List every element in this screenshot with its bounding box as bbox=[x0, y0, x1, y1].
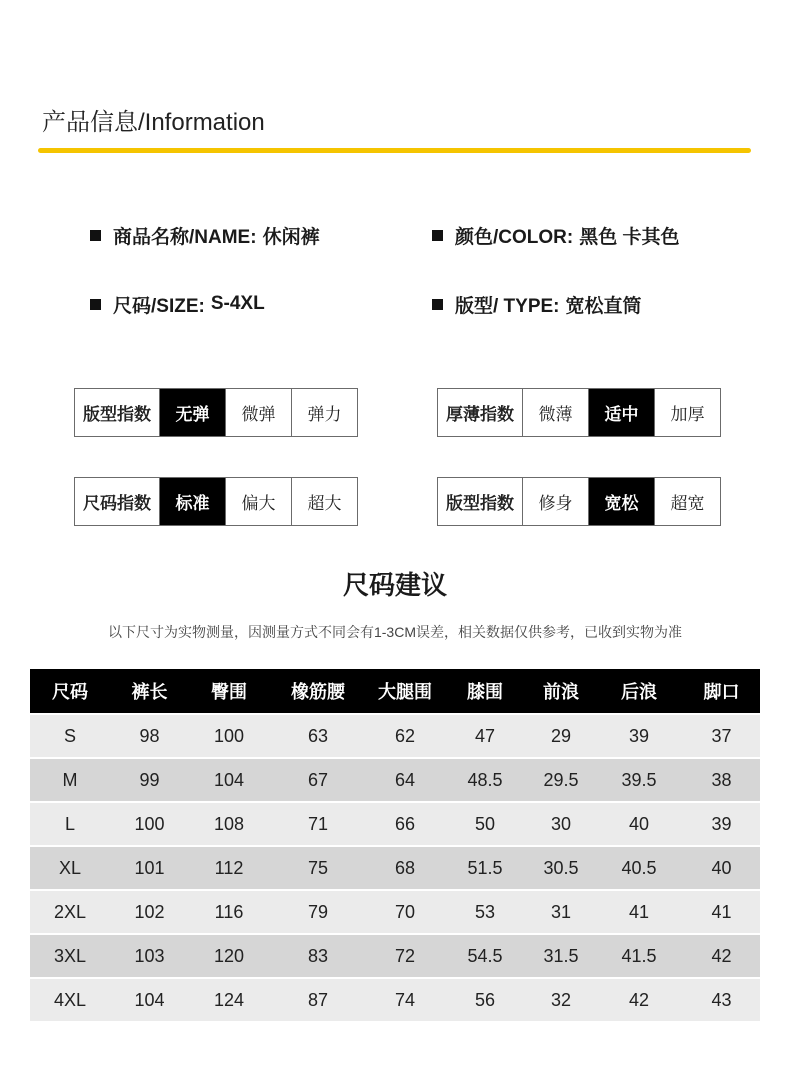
index-option: 超宽 bbox=[654, 478, 720, 525]
table-cell: 56 bbox=[474, 989, 496, 1010]
table-cell: 41 bbox=[628, 901, 650, 922]
table-cell: 50 bbox=[474, 813, 496, 834]
table-row bbox=[30, 803, 760, 845]
table-cell: 48.5 bbox=[467, 769, 503, 790]
index-label: 尺码指数 bbox=[83, 494, 151, 513]
table-cell: 87 bbox=[307, 989, 329, 1010]
table-cell: 39.5 bbox=[621, 769, 657, 790]
table-cell: 98 bbox=[139, 725, 160, 746]
table-cell: 54.5 bbox=[467, 945, 503, 966]
table-header-cell: 前浪 bbox=[543, 682, 579, 702]
table-cell: 116 bbox=[214, 901, 244, 922]
square-bullet-icon bbox=[90, 230, 101, 241]
info-item-type bbox=[432, 292, 642, 316]
table-cell: 99 bbox=[139, 769, 160, 790]
table-cell: 63 bbox=[307, 725, 329, 746]
table-cell: 38 bbox=[711, 769, 732, 790]
size-cell: XL bbox=[58, 857, 82, 878]
table-header-cell: 后浪 bbox=[621, 682, 657, 702]
table-cell: 47 bbox=[474, 725, 496, 746]
index-option: 无弹 bbox=[159, 389, 225, 436]
info-value: S-4XL bbox=[210, 293, 265, 314]
table-cell: 68 bbox=[394, 857, 416, 878]
table-cell: 104 bbox=[134, 989, 165, 1010]
info-label: 颜色/COLOR: bbox=[455, 226, 574, 248]
table-row bbox=[30, 715, 760, 757]
square-bullet-icon bbox=[432, 299, 443, 310]
table-cell: 29.5 bbox=[543, 769, 579, 790]
table-cell: 83 bbox=[307, 945, 329, 966]
table-cell: 71 bbox=[307, 813, 329, 834]
index-option: 适中 bbox=[588, 389, 654, 436]
index-option: 微薄 bbox=[522, 389, 588, 436]
info-label: 商品名称/NAME: bbox=[113, 226, 257, 248]
table-cell: 29 bbox=[550, 725, 572, 746]
table-cell: 74 bbox=[394, 989, 416, 1010]
table-row bbox=[30, 891, 760, 933]
table-cell: 31 bbox=[550, 901, 572, 922]
index-label: 版型指数 bbox=[446, 494, 514, 513]
table-header-cell: 裤长 bbox=[131, 682, 168, 702]
size-cell: L bbox=[64, 813, 75, 834]
table-cell: 62 bbox=[394, 725, 416, 746]
table-cell: 41 bbox=[711, 901, 732, 922]
size-table bbox=[30, 669, 760, 1021]
table-cell: 120 bbox=[213, 945, 245, 966]
table-header-cell: 脚口 bbox=[703, 682, 740, 702]
table-cell: 41.5 bbox=[621, 945, 657, 966]
table-header-cell: 尺码 bbox=[52, 682, 88, 702]
table-cell: 100 bbox=[134, 813, 165, 834]
size-cell: 2XL bbox=[53, 901, 87, 922]
size-cell: S bbox=[63, 725, 76, 746]
info-item-size bbox=[90, 292, 265, 316]
index-box-stretch bbox=[74, 388, 358, 437]
index-option: 弹力 bbox=[291, 389, 357, 436]
table-cell: 104 bbox=[213, 769, 245, 790]
table-cell: 37 bbox=[711, 725, 732, 746]
table-cell: 51.5 bbox=[467, 857, 503, 878]
table-cell: 102 bbox=[134, 901, 165, 922]
table-cell: 40 bbox=[628, 813, 650, 834]
index-box-sizing bbox=[74, 477, 358, 526]
table-cell: 66 bbox=[394, 813, 416, 834]
table-cell: 39 bbox=[628, 725, 650, 746]
index-option: 超大 bbox=[291, 478, 357, 525]
index-box-fit bbox=[437, 477, 721, 526]
table-cell: 32 bbox=[550, 989, 572, 1010]
table-cell: 42 bbox=[711, 945, 732, 966]
info-item-color bbox=[432, 223, 680, 247]
table-cell: 108 bbox=[213, 813, 245, 834]
index-option: 微弹 bbox=[225, 389, 291, 436]
table-cell: 30.5 bbox=[543, 857, 579, 878]
square-bullet-icon bbox=[90, 299, 101, 310]
section-title: 产品信息/Information bbox=[42, 109, 265, 136]
table-cell: 40 bbox=[711, 857, 732, 878]
table-cell: 39 bbox=[711, 813, 732, 834]
table-cell: 42 bbox=[628, 989, 650, 1010]
table-cell: 72 bbox=[394, 945, 416, 966]
table-header-cell: 臀围 bbox=[211, 682, 247, 702]
table-cell: 30 bbox=[550, 813, 572, 834]
table-row bbox=[30, 979, 760, 1021]
square-bullet-icon bbox=[432, 230, 443, 241]
table-header-cell: 大腿围 bbox=[378, 682, 432, 702]
table-header-cell: 膝围 bbox=[467, 682, 503, 702]
table-cell: 64 bbox=[394, 769, 416, 790]
table-cell: 100 bbox=[213, 725, 245, 746]
info-value: 休闲裤 bbox=[262, 226, 320, 248]
table-cell: 40.5 bbox=[621, 857, 657, 878]
table-cell: 112 bbox=[214, 857, 244, 878]
table-cell: 70 bbox=[394, 901, 416, 922]
info-label: 版型/ TYPE: bbox=[455, 295, 560, 317]
table-cell: 43 bbox=[711, 989, 732, 1010]
info-item-name bbox=[90, 223, 320, 247]
table-cell: 79 bbox=[307, 901, 329, 922]
table-row bbox=[30, 847, 760, 889]
accent-divider bbox=[38, 148, 751, 153]
table-cell: 101 bbox=[134, 857, 165, 878]
table-cell: 67 bbox=[307, 769, 329, 790]
info-value: 黑色 卡其色 bbox=[579, 226, 680, 248]
index-box-thickness bbox=[437, 388, 721, 437]
table-cell: 103 bbox=[134, 945, 165, 966]
size-cell: 4XL bbox=[53, 989, 87, 1010]
size-guide-title: 尺码建议 bbox=[342, 570, 447, 600]
index-option: 修身 bbox=[522, 478, 588, 525]
index-option: 标准 bbox=[159, 478, 225, 525]
table-header-cell: 橡筋腰 bbox=[291, 682, 345, 702]
table-cell: 75 bbox=[307, 857, 329, 878]
size-cell: M bbox=[62, 769, 78, 790]
table-cell: 53 bbox=[474, 901, 496, 922]
table-cell: 124 bbox=[213, 989, 245, 1010]
table-row bbox=[30, 935, 760, 977]
size-guide-note: 以下尺寸为实物测量，因测量方式不同会有1-3CM误差，相关数据仅供参考，已收到实物为准 bbox=[107, 624, 682, 640]
table-header-row bbox=[30, 669, 760, 713]
index-option: 宽松 bbox=[588, 478, 654, 525]
size-cell: 3XL bbox=[53, 945, 87, 966]
index-option: 加厚 bbox=[654, 389, 720, 436]
info-label: 尺码/SIZE: bbox=[113, 295, 205, 317]
table-cell: 31.5 bbox=[543, 945, 579, 966]
index-label: 版型指数 bbox=[83, 405, 151, 424]
info-value: 宽松直筒 bbox=[565, 295, 642, 317]
table-row bbox=[30, 759, 760, 801]
index-label: 厚薄指数 bbox=[446, 405, 514, 424]
index-option: 偏大 bbox=[225, 478, 291, 525]
